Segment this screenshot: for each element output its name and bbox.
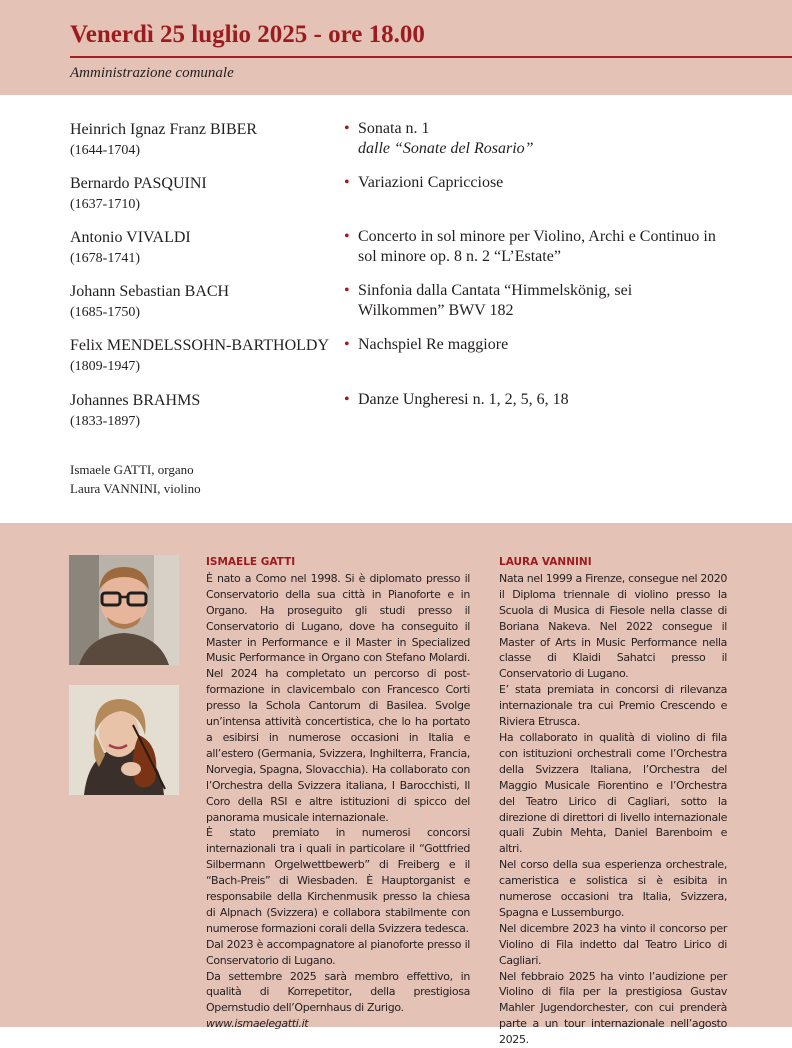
bio-laura-vannini [499, 555, 727, 1048]
header-rule [70, 56, 792, 58]
composer [70, 281, 355, 323]
composer [70, 335, 355, 377]
program-list [0, 95, 792, 523]
photo-laura-vannini [69, 685, 179, 795]
work [344, 335, 744, 355]
work-title: Sonata n. 1 [358, 120, 430, 137]
composer [70, 173, 355, 215]
bio-paragraph: È stato premiato in numerosi concorsi internazionali tra i quali in particolare il “Gottfried Silbermann Orgelwettbewerb” di Freiberg e il “Bach-Preis” di Wiesbaden. È Hauptorganist e responsabile della Kirchenmusik presso la chiesa di Alpnach (Svizzera) e collabora stabilmente con numerose formazioni corali della Svizzera tedesca. [206, 826, 470, 935]
composer-dates: (1833-1897) [70, 414, 140, 429]
bullet-icon: • [344, 228, 350, 245]
bullet-icon: • [344, 120, 350, 137]
work-title: Sinfonia dalla Cantata “Himmelskönig, sei Wilkommen” BWV 182 [358, 282, 633, 319]
composer-name: Antonio VIVALDI [70, 229, 191, 246]
work-title: Variazioni Capricciose [358, 174, 504, 191]
bio-paragraph: È nato a Como nel 1998. Si è diplomato presso il Conservatorio della sua città in Pianoforte e in Organo. Ha proseguito gli studi presso il Conservatorio di Lugano, dove ha conseguito il Master in Performance e il Master in Specialized Music Performance in Organo con Stefano Molardi. Nel 2024 ha completato un percorso di post-formazione in clavicembalo con Francesco Corti presso la Schola Cantorum di Basilea. Svolge un’intensa attività concertistica, che lo ha portato a esibirsi in numerose occasioni in Italia e all’estero (Germania, Svizzera, Inghilterra, Francia, Norvegia, Spagna, Slovacchia). Ha collaborato con l’Orchestra della Svizzera italiana, I Barocchisti, Il Coro della RSI e altre istituzioni di spicco del panorama musicale internazionale. [206, 571, 470, 824]
composer-name: Bernardo PASQUINI [70, 175, 207, 192]
composer-dates: (1637-1710) [70, 197, 140, 212]
work [344, 281, 744, 321]
composer-dates: (1644-1704) [70, 143, 140, 158]
work [344, 119, 744, 159]
bio-name: ISMAELE GATTI [206, 556, 296, 568]
composer-dates: (1678-1741) [70, 251, 140, 266]
website-link[interactable]: www.ismaelegatti.it [206, 1017, 309, 1031]
work [344, 390, 744, 410]
bio-paragraph: Ha collaborato in qualità di violino di fila con istituzioni orchestrali come l’Orchestra della Svizzera Italiana, l’Orchestra del Maggio Musicale Fiorentino e l’Orchestra del Teatro Lirico di Cagliari, sotto la direzione di direttori di livello internazionale quali Zubin Mehta, Daniel Barenboim e altri. [499, 730, 727, 856]
bullet-icon: • [344, 282, 350, 299]
composer-dates: (1685-1750) [70, 305, 140, 320]
composer [70, 227, 355, 269]
bullet-icon: • [344, 391, 350, 408]
organizer: Amministrazione comunale [70, 65, 234, 81]
composer-name: Johannes BRAHMS [70, 392, 201, 409]
work [344, 173, 744, 193]
composer-name: Felix MENDELSSOHN-BARTHOLDY [70, 337, 330, 354]
performer: Laura VANNINI, violino [70, 481, 201, 496]
composer-dates: (1809-1947) [70, 359, 140, 374]
work-title: Concerto in sol minore per Violino, Archi e Continuo in sol minore op. 8 n. 2 “L’Estate” [358, 228, 716, 265]
composer [70, 119, 355, 161]
bio-paragraph: E’ stata premiata in concorsi di rilevanza internazionale tra cui Premio Crescendo e Riviera Etrusca. [499, 683, 727, 729]
header-band [0, 0, 792, 95]
work-subtitle: dalle “Sonate del Rosario” [358, 140, 534, 157]
bio-paragraph: Nel corso della sua esperienza orchestrale, cameristica e solistica si è esibita in numerose occasioni tra Italia, Svizzera, Spagna e Lussemburgo. [499, 858, 727, 919]
work-title: Danze Ungheresi n. 1, 2, 5, 6, 18 [358, 391, 569, 408]
work [344, 227, 744, 267]
event-title: Venerdì 25 luglio 2025 - ore 18.00 [70, 21, 425, 48]
performers [70, 460, 201, 498]
bio-paragraph: Nel febbraio 2025 ha vinto l’audizione per Violino di fila per la prestigiosa Gustav Mahler Jugendorchester, con cui prenderà parte a un tour internazionale nell’agosto 2025. [499, 969, 727, 1047]
composer-name: Johann Sebastian BACH [70, 283, 230, 300]
performer: Ismaele GATTI, organo [70, 462, 194, 477]
composer-name: Heinrich Ignaz Franz BIBER [70, 121, 258, 138]
work-title: Nachspiel Re maggiore [358, 336, 509, 353]
photo-ismaele-gatti [69, 555, 179, 665]
bio-paragraph: Dal 2023 è accompagnatore al pianoforte presso il Conservatorio di Lugano. [206, 937, 470, 967]
bio-paragraph: Nel dicembre 2023 ha vinto il concorso per Violino di Fila indetto dal Teatro Lirico di Cagliari. [499, 921, 727, 967]
bio-paragraph: Da settembre 2025 sarà membro effettivo, in qualità di Korrepetitor, della prestigiosa Opernstudio dell’Opernhaus di Zurigo. [206, 969, 470, 1015]
bio-section [0, 523, 792, 1047]
bullet-icon: • [344, 174, 350, 191]
bullet-icon: • [344, 336, 350, 353]
bio-name: LAURA VANNINI [499, 556, 592, 568]
bio-paragraph: Nata nel 1999 a Firenze, consegue nel 2020 il Diploma triennale di violino presso la Scuola di Musica di Fiesole nella classe di Boriana Nakeva. Nel 2022 consegue il Master of Arts in Music Performance nella classe di Klaidi Sahatci presso il Conservatorio di Lugano. [499, 571, 727, 681]
bio-ismaele-gatti [206, 555, 470, 1032]
composer [70, 390, 355, 432]
